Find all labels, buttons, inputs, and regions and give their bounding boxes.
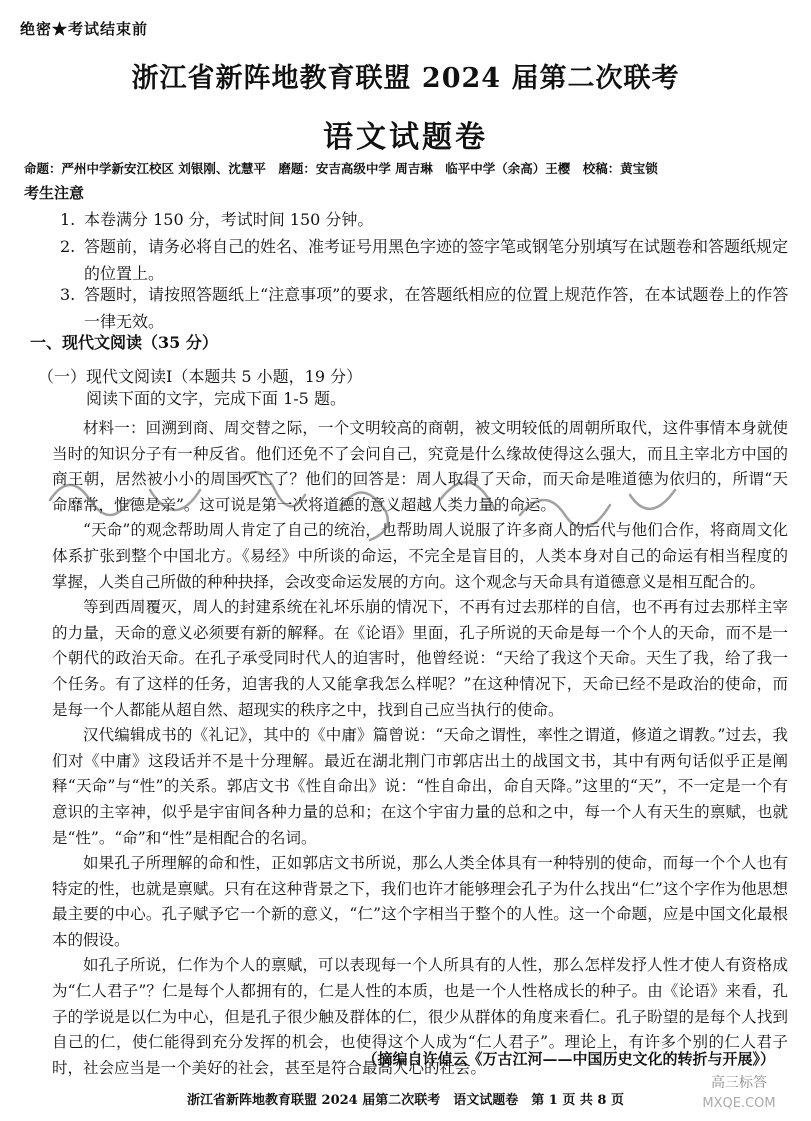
- notice-text: 答题时，请按照答题纸上“注意事项”的要求，在答题纸相应的位置上规范作答，在本试题卷上的作答一律无效。: [84, 285, 789, 331]
- exam-title: 浙江省新阵地教育联盟 2024 届第二次联考: [131, 63, 680, 94]
- passage-paragraph: 如孔子所说，仁作为个人的禀赋，可以表现每一个人所具有的人性，那么怎样发抒人性才使人有资格成为“仁人君子”？仁是每个人都拥有的，仁是人性的本质，也是一个人性格成长的种子。由《论语》来看，孔子的学说是以仁为中心，但是孔子很少触及群体的仁，很少从群体的角度来看仁。孔子盼望的是每个人找到自己的仁，使仁能得到充分发挥的机会，也使得这个人成为“仁人君子”。理论上，有许多个别的仁人君子时，社会应当是一个美好的社会，甚至是符合最高人心的社会。: [52, 956, 788, 1077]
- notice-item-2: [60, 233, 795, 287]
- passage-paragraph: 材料一：回溯到商、周交替之际，一个文明较高的商朝，被文明较低的周朝所取代，这件事情本身就使当时的知识分子有一种反省。他们还免不了会问自己，究竟是什么缘故使得这么强大，而且主宰北方中国的商王朝，居然被小小的周国灭亡了？他们的回答是：周人取得了天命，而天命是唯道德为依归的，所谓“天命靡常，惟德是亲”。这可说是第一次将道德的意义超越人类力量的命运。: [52, 419, 788, 514]
- notice-number: 2.: [60, 237, 76, 256]
- secret-label: 绝密★考试结束前: [20, 20, 149, 38]
- notice-item-3: [60, 281, 795, 335]
- passage-paragraph: 汉代编辑成书的《礼记》，其中的《中庸》篇曾说：“天命之谓性，率性之谓道，修道之谓教。”过去，我们对《中庸》这段话并不是十分理解。最近在湖北荆门市郭店出土的战国文书，其中有两句话似乎正是阐释“天命”与“性”的关系。郭店文书《性自命出》说：“性自命出，命自天降。”这里的“天”，不一定是一个有意识的主宰神，似乎是宇宙间各种力量的总和；在这个宇宙力量的总和之中，每一个人有天生的禀赋，也就是“性”。“命”和“性”是相配合的名词。: [52, 726, 788, 847]
- notice-number: 1.: [60, 210, 76, 229]
- passage-paragraph: 如果孔子所理解的命和性，正如郭店文书所说，那么人类全体具有一种特别的使命，而每一个个人也有特定的性，也就是禀赋。只有在这种背景之下，我们也许才能够理会孔子为什么找出“仁”这个字作为他思想最主要的中心。孔子赋予它一个新的意义，“仁”这个字相当于整个的人性。这一个命题，应是中国文化最根本的假设。: [52, 854, 788, 949]
- credits-line: 命题：严州中学新安江校区 刘银刚、沈慧平 磨题：安吉高级中学 周吉琳 临平中学（余高）王樱 校稿：黄宝锁: [24, 161, 658, 176]
- exam-subtitle: 语文试题卷: [323, 120, 488, 155]
- passage-paragraph: 等到西周覆灭，周人的封建系统在礼坏乐崩的情况下，不再有过去那样的自信，也不再有过去那样主宰的力量，天命的意义必须要有新的解释。在《论语》里面，孔子所说的天命是每一个个人的天命，而不是一个朝代的政治天命。在孔子承受同时代人的迫害时，他曾经说：“天给了我这个天命。天生了我，给了我一个任务。有了这样的任务，迫害我的人又能拿我怎么样呢？”在这种情况下，天命已经不是政治的使命，而是每一个人都能从超自然、超现实的秩序之中，找到自己应当执行的使命。: [52, 598, 788, 719]
- logo-text: 高三标答: [711, 1075, 767, 1091]
- logo-url: MXQE.COM: [702, 1096, 776, 1111]
- site-logo: [679, 1065, 799, 1115]
- source-citation: （摘编自许倬云《万古江河——中国历史文化的转折与开展》）: [362, 1050, 775, 1068]
- reading-passage: [52, 416, 788, 1081]
- notice-item-1: [60, 206, 795, 233]
- section-title: 一、现代文阅读（35 分）: [30, 333, 218, 352]
- notice-text: 本卷满分 150 分，考试时间 150 分钟。: [84, 210, 374, 229]
- notice-text: 答题前，请务必将自己的姓名、准考证号用黑色字迹的签字笔或钢笔分别填写在试题卷和答题纸规定的位置上。: [84, 237, 789, 283]
- reading-instruction: 阅读下面的文字，完成下面 1-5 题。: [86, 389, 346, 408]
- notice-title: 考生注意: [24, 184, 85, 202]
- page-footer: 浙江省新阵地教育联盟 2024 届第二次联考 语文试题卷 第 1 页 共 8 页: [187, 1093, 624, 1108]
- notice-number: 3.: [60, 285, 76, 304]
- subsection-title: （一）现代文阅读Ⅰ（本题共 5 小题，19 分）: [38, 367, 363, 386]
- passage-paragraph: “天命”的观念帮助周人肯定了自己的统治，也帮助周人说服了许多商人的后代与他们合作，将商周文化体系扩张到整个中国北方。《易经》中所谈的命运，不完全是盲目的，人类本身对自己的命运有相当程度的掌握，人类自己所做的种种抉择，会改变命运发展的方向。这个观念与天命具有道德意义是相互配合的。: [52, 521, 788, 591]
